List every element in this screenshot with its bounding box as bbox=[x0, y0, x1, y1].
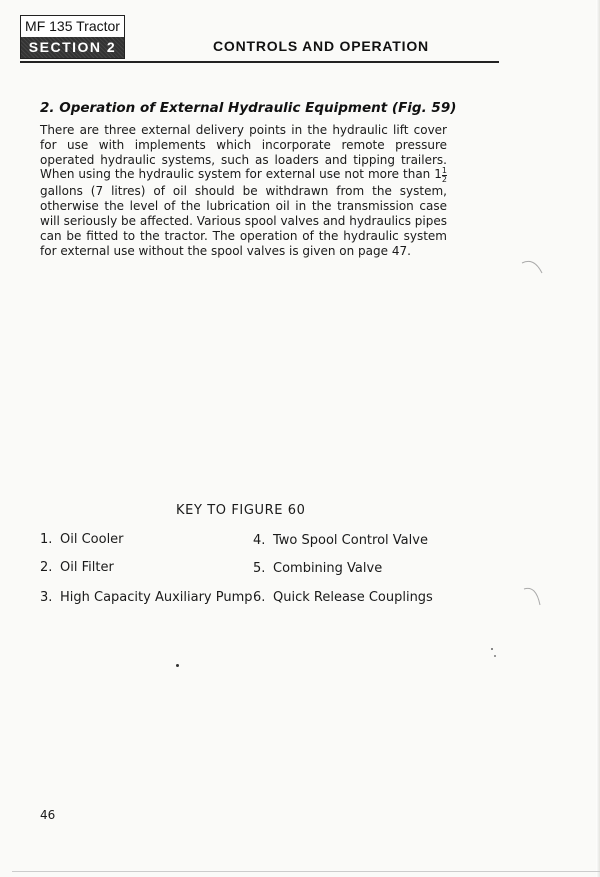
key-item-label: Combining Valve bbox=[273, 561, 383, 576]
page-title: CONTROLS AND OPERATION bbox=[213, 38, 429, 54]
scan-mark bbox=[520, 255, 550, 285]
key-item-number: 3. bbox=[40, 590, 53, 605]
key-item-number: 1. bbox=[40, 532, 53, 547]
key-item bbox=[40, 560, 114, 575]
key-item-number: 6. bbox=[253, 590, 266, 605]
speck bbox=[176, 664, 179, 667]
fraction-denominator: 2 bbox=[441, 175, 447, 185]
fraction bbox=[442, 167, 447, 184]
fraction-numerator: 1 bbox=[441, 166, 447, 176]
key-item-label: Two Spool Control Valve bbox=[273, 533, 428, 548]
key-item-label: Quick Release Couplings bbox=[273, 590, 433, 605]
key-item bbox=[40, 532, 124, 547]
page-edge bbox=[596, 0, 600, 877]
key-item-number: 5. bbox=[253, 561, 266, 576]
header-divider bbox=[20, 61, 499, 63]
speck bbox=[491, 648, 493, 650]
speck bbox=[494, 655, 496, 657]
key-item bbox=[40, 590, 253, 605]
section-label: SECTION 2 bbox=[21, 37, 124, 58]
key-item-number: 2. bbox=[40, 560, 53, 575]
page-bottom-edge bbox=[12, 871, 600, 872]
key-item-number: 4. bbox=[253, 533, 266, 548]
key-item-label: Oil Cooler bbox=[60, 532, 124, 547]
page-number: 46 bbox=[40, 808, 56, 822]
tractor-model-label: MF 135 Tractor bbox=[25, 18, 120, 34]
key-title: KEY TO FIGURE 60 bbox=[176, 503, 306, 518]
section-heading: 2. Operation of External Hydraulic Equipment (Fig. 59) bbox=[40, 100, 457, 116]
key-item bbox=[253, 533, 428, 548]
fraction-whole: 1 bbox=[434, 167, 442, 182]
section-title-box bbox=[20, 15, 125, 59]
body-paragraph bbox=[40, 123, 447, 258]
scan-mark bbox=[522, 583, 552, 613]
key-item bbox=[253, 590, 433, 605]
paragraph-text-start: There are three external delivery points in the hydraulic lift cover for use with implements which incorporate remote pressure operated hydraulic systems, such as loaders and tipping trailers. When using the hydraulic system for external use not more than bbox=[40, 123, 447, 182]
key-item bbox=[253, 561, 382, 576]
paragraph-text-end: gallons (7 litres) of oil should be withdrawn from the system, otherwise the level of the lubrication oil in the transmission case will seriously be affected. Various spool valves and hydraulics pipes can be fitted to the tractor. The operation of the hydraulic system for external use without the spool valves is given on page 47. bbox=[40, 184, 447, 258]
key-item-label: Oil Filter bbox=[60, 560, 114, 575]
key-item-label: High Capacity Auxiliary Pump bbox=[60, 590, 253, 605]
